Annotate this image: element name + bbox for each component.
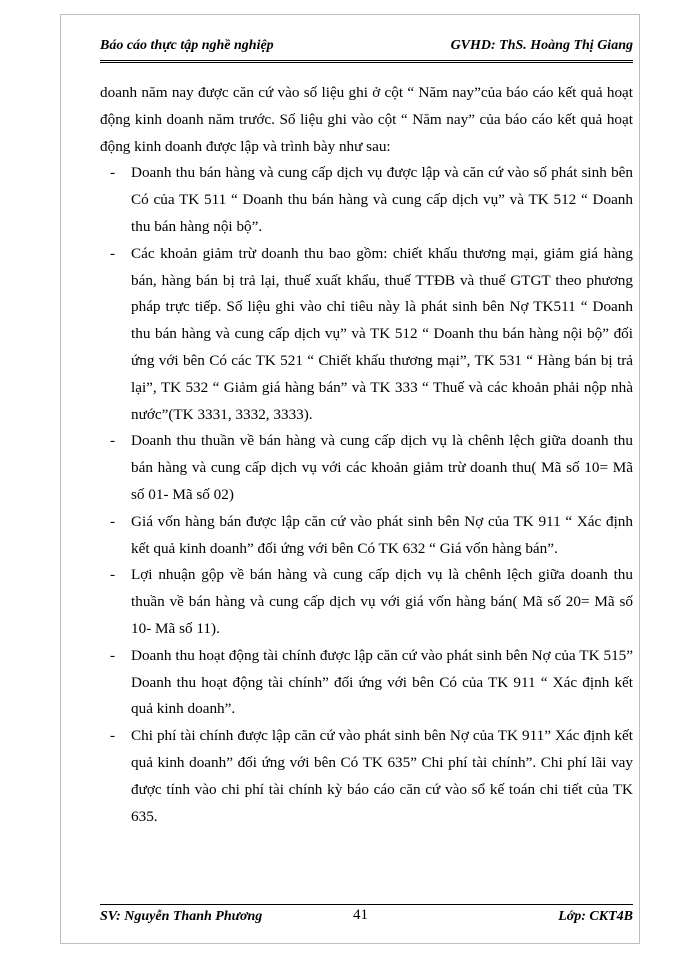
bullet-dash: - [110, 164, 116, 182]
list-item [100, 562, 633, 642]
document-body [100, 80, 633, 830]
list-item [100, 428, 633, 508]
header-supervisor: GVHD: ThS. Hoàng Thị Giang [450, 38, 633, 53]
page-footer [100, 904, 633, 929]
list-item [100, 509, 633, 563]
intro-paragraph: doanh năm nay được căn cứ vào số liệu ghi ở cột “ Năm nay”của báo cáo kết quả hoạt động kinh doanh năm trước. Số liệu ghi vào cột “ Năm nay” của báo cáo kết quả hoạt động kinh doanh được lập và trình bày như sau: [100, 84, 633, 155]
list-item-text: Chi phí tài chính được lập căn cứ vào phát sinh bên Nợ của TK 911” Xác định kết quả kinh doanh” đối ứng với bên Có TK 635” Chi phí tài chính”. Chi phí lãi vay được tính vào chi phí tài chính kỳ báo cáo căn cứ vào sổ kế toán chi tiết của TK 635. [131, 727, 633, 825]
list-item [100, 241, 633, 429]
footer-student-name: SV: Nguyễn Thanh Phương [100, 909, 263, 924]
bullet-dash: - [110, 244, 116, 262]
list-item-text: Doanh thu bán hàng và cung cấp dịch vụ được lập và căn cứ vào số phát sinh bên Có của TK 511 “ Doanh thu bán hàng và cung cấp dịch vụ” và TK 512 “ Doanh thu bán hàng nội bộ”. [131, 164, 633, 235]
header-report-title: Báo cáo thực tập nghề nghiệp [100, 38, 274, 53]
list-item [100, 723, 633, 830]
bullet-dash: - [110, 566, 116, 584]
bullet-dash: - [110, 727, 116, 745]
bullet-dash: - [110, 646, 116, 664]
bullet-list [100, 160, 633, 830]
list-item-text: Lợi nhuận gộp về bán hàng và cung cấp dịch vụ là chênh lệch giữa doanh thu thuần về bán hàng và cung cấp dịch vụ với giá vốn hàng bán( Mã số 20= Mã số 10- Mã số 11). [131, 566, 633, 637]
page-header [100, 38, 633, 63]
list-item-text: Giá vốn hàng bán được lập căn cứ vào phát sinh bên Nợ của TK 911 “ Xác định kết quả kinh doanh” đối ứng với bên Có TK 632 “ Giá vốn hàng bán”. [131, 512, 633, 557]
list-item-text: Các khoản giảm trừ doanh thu bao gồm: chiết khấu thương mại, giảm giá hàng bán, hàng bán bị trả lại, thuế xuất khẩu, thuế TTĐB và thuế GTGT theo phương pháp trực tiếp. Số liệu ghi vào chỉ tiêu này là phát sinh bên Nợ TK511 “ Doanh thu bán hàng và cung cấp dịch vụ” và TK 512 “ Doanh thu bán hàng nội bộ” đối ứng với bên Có các TK 521 “ Chiết khấu thương mại”, TK 531 “ Hàng bán bị trả lại”, TK 532 “ Giảm giá hàng bán” và TK 333 “ Thuế và các khoản phải nộp nhà nước”(TK 3331, 3332, 3333). [131, 244, 633, 423]
footer-class: Lớp: CKT4B [558, 909, 633, 924]
list-item [100, 643, 633, 723]
list-item-text: Doanh thu hoạt động tài chính được lập căn cứ vào phát sinh bên Nợ của TK 515” Doanh thu hoạt động tài chính” đối ứng với bên Có của TK 911 “ Xác định kết quả kinh doanh”. [131, 646, 633, 718]
list-item [100, 160, 633, 240]
bullet-dash: - [110, 512, 116, 530]
bullet-dash: - [110, 432, 116, 450]
page-number: 41 [353, 907, 368, 923]
list-item-text: Doanh thu thuần về bán hàng và cung cấp dịch vụ là chênh lệch giữa doanh thu bán hàng và cung cấp dịch vụ với các khoản giảm trừ doanh thu( Mã số 10= Mã số 01- Mã số 02) [131, 432, 633, 503]
